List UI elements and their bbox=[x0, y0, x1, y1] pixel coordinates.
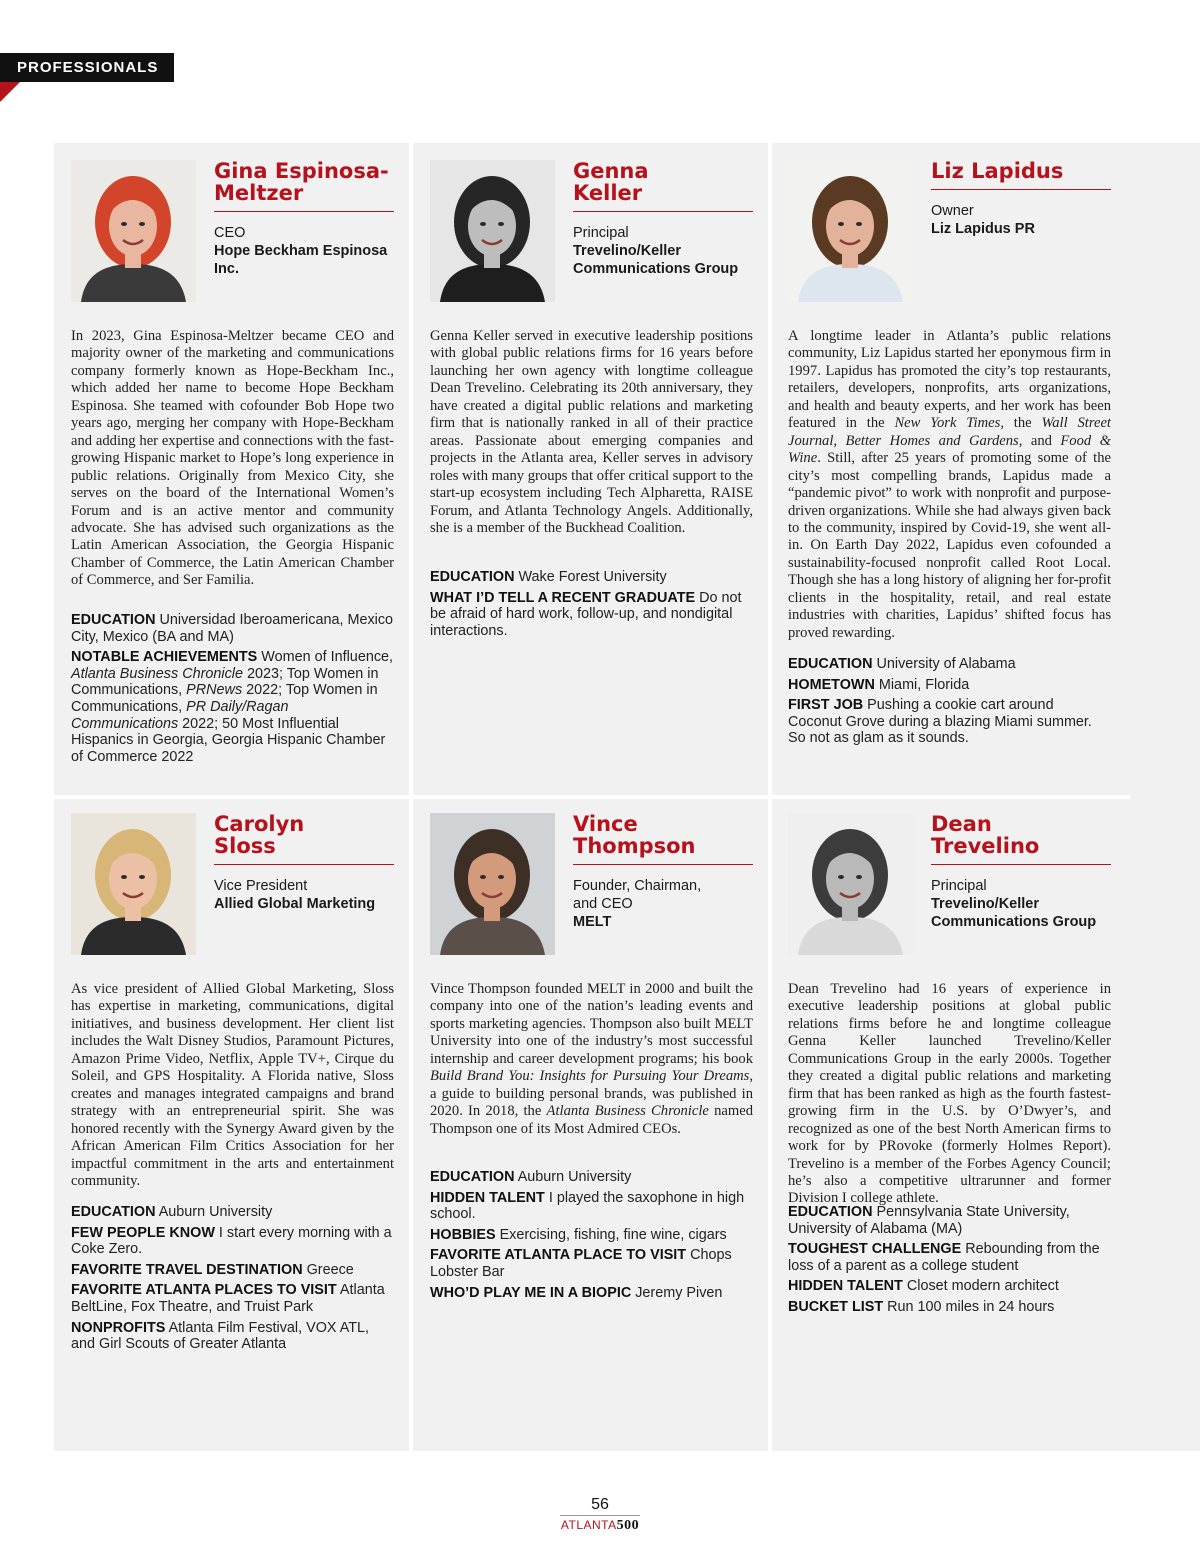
profile-fact bbox=[430, 590, 753, 640]
portrait-image bbox=[430, 813, 555, 955]
profile-title bbox=[931, 202, 1111, 220]
profile-facts bbox=[430, 1169, 753, 1305]
profile-fact bbox=[71, 1282, 394, 1315]
profile-name bbox=[931, 813, 1111, 865]
profile-name-line: Sloss bbox=[214, 834, 276, 858]
profile-photo bbox=[71, 160, 196, 302]
profile-fact bbox=[788, 1204, 1111, 1237]
profile-bio: A longtime leader in Atlanta’s public relations community, Liz Lapidus started her eponymous firm in 1997. Lapidus has promoted the city’s top restaurants, retailers, developers, nonprofits, arts organizations, and health and beauty experts, and her work has been featured in the New York Times, the Wall Street Journal, Better Homes and Gardens, and Food & Wine. Still, after 25 years of promoting some of the city’s most compelling brands, Lapidus made a “pandemic pivot” to work with nonprofit and purpose-driven organizations. While she had always given back to the community, inspired by Covid-19, she went all-in. On Earth Day 2022, Lapidus even cofounded a sustainability-focused nonprofit called Root Local. Though she has a long history of aligning her for-profit clients in the hospitality, retail, and real estate industries with charities, Lapidus’ shifted focus has proved rewarding. bbox=[788, 328, 1112, 641]
profile-name-line: Keller bbox=[573, 181, 643, 205]
fact-label: TOUGHEST CHALLENGE bbox=[788, 1241, 962, 1258]
fact-label: FIRST JOB bbox=[788, 697, 864, 714]
fact-value: I start every morning with a Coke Zero. bbox=[71, 1224, 392, 1258]
profile-fact bbox=[430, 1285, 753, 1302]
profile-title-line: Founder, Chairman, bbox=[573, 878, 702, 894]
fact-label: HOBBIES bbox=[430, 1226, 496, 1243]
fact-value: Universidad Iberoamericana, Mexico City, Mexico (BA and MA) bbox=[71, 612, 394, 645]
portrait-image bbox=[430, 160, 555, 302]
row-divider bbox=[54, 795, 1130, 799]
section-label: PROFESSIONALS bbox=[0, 53, 174, 82]
footer-brand bbox=[540, 1518, 660, 1534]
profile-company bbox=[214, 895, 394, 913]
portrait-image bbox=[71, 813, 196, 955]
profile-fact bbox=[71, 649, 394, 765]
profile-title-line: Vice President bbox=[214, 878, 308, 894]
fact-value: Miami, Florida bbox=[878, 676, 970, 693]
profile-company bbox=[573, 242, 753, 278]
profile-name bbox=[573, 160, 753, 212]
profile-fact bbox=[430, 1227, 753, 1244]
fact-value: Do not be afraid of hard work, follow-up, and nondigital interactions. bbox=[430, 589, 742, 639]
fact-label: EDUCATION bbox=[430, 569, 515, 585]
profile-company-line: Liz Lapidus PR bbox=[931, 221, 1035, 237]
profile-company-line: Inc. bbox=[214, 261, 239, 277]
profile-fact bbox=[430, 1247, 753, 1280]
footer-rule bbox=[560, 1515, 640, 1516]
fact-label: BUCKET LIST bbox=[788, 1298, 884, 1315]
profile-bio: Genna Keller served in executive leadership positions with global public relations firms for 16 years before launching her own agency with longtime colleague Dean Trevelino. Celebrating its 20th anniversary, they have created a digital public relations and marketing firm that is nationally ranked in all of their practice areas. Passionate about emerging companies and projects in the Atlanta area, Keller serves in advisory roles with many groups that offer critical support to the start-up ecosystem including Tech Alpharetta, RAISE Forum, and Atlanta Technology Angels. Additionally, she is a member of the Buckhead Coalition. bbox=[430, 328, 753, 536]
profile-fact bbox=[430, 569, 753, 586]
profile-company-line: Trevelino/Keller bbox=[573, 243, 681, 259]
profile-fact bbox=[430, 1169, 753, 1186]
profile-name-line: Vince bbox=[573, 812, 638, 836]
fact-label: HIDDEN TALENT bbox=[788, 1278, 903, 1295]
fact-value: Auburn University bbox=[517, 1169, 632, 1185]
fact-value: Run 100 miles in 24 hours bbox=[887, 1298, 1055, 1315]
footer-brand-name: ATLANTA bbox=[560, 1518, 617, 1532]
fact-label: EDUCATION bbox=[71, 1204, 156, 1220]
profile-fact bbox=[430, 1190, 753, 1223]
fact-label: FEW PEOPLE KNOW bbox=[71, 1224, 215, 1241]
fact-label: NONPROFITS bbox=[71, 1319, 166, 1336]
fact-label: EDUCATION bbox=[788, 656, 873, 672]
fact-value: Atlanta BeltLine, Fox Theatre, and Truist Park bbox=[71, 1282, 385, 1315]
fact-label: HOMETOWN bbox=[788, 676, 875, 693]
profile-title bbox=[214, 224, 394, 242]
profile-title-line: Principal bbox=[931, 878, 987, 894]
fact-value: Jeremy Piven bbox=[635, 1284, 723, 1301]
profile-name-line: Carolyn bbox=[214, 812, 305, 836]
profile-header bbox=[214, 813, 394, 913]
profile-name-line: Dean bbox=[931, 812, 992, 836]
fact-value: Auburn University bbox=[158, 1204, 273, 1220]
fact-value: Closet modern architect bbox=[906, 1278, 1059, 1295]
portrait-image bbox=[71, 160, 196, 302]
profile-header bbox=[573, 160, 753, 278]
profile-fact bbox=[71, 1225, 394, 1258]
profile-company-line: Trevelino/Keller bbox=[931, 896, 1039, 912]
profile-bio: Vince Thompson founded MELT in 2000 and built the company into one of the nation’s leading events and sports marketing agencies. Thompson also built MELT University into one of the industry’s most successful internship and career development programs; his book Build Brand You: Insights for Pursuing Your Dreams, a guide to building personal brands, was published in 2020. In 2018, the Atlanta Business Chronicle named Thompson one of its Most Admired CEOs. bbox=[430, 981, 753, 1137]
profile-name-line: Trevelino bbox=[931, 834, 1040, 858]
profile-bio: Dean Trevelino had 16 years of experience in executive leadership positions at global public relations firms before he and longtime colleague Genna Keller launched Trevelino/Keller Communications Group in the early 2000s. Together they created a digital public relations and marketing firm that has been ranked as high as the fourth fastest-growing firm in the U.S. by O’Dwyer’s, and recognized as one of the best North American firms to work for by PRovoke (formerly Holmes Report). Trevelino is a member of the Forbes Agency Council; he’s also a competitive ultrarunner and former Division I college athlete. bbox=[788, 981, 1111, 1207]
profile-name-line: Liz Lapidus bbox=[931, 159, 1064, 183]
section-tab-notch bbox=[0, 82, 20, 102]
profile-fact bbox=[788, 1241, 1111, 1274]
profile-company-line: Hope Beckham Espinosa bbox=[214, 243, 388, 259]
profile-photo bbox=[788, 160, 913, 302]
profile-header bbox=[214, 160, 394, 278]
fact-value: University of Alabama bbox=[876, 656, 1016, 672]
profile-facts bbox=[71, 612, 394, 769]
profile-photo bbox=[788, 813, 913, 955]
portrait-image bbox=[788, 813, 913, 955]
fact-value: I played the saxophone in high school. bbox=[430, 1189, 745, 1223]
profile-name bbox=[214, 160, 394, 212]
fact-value: Wake Forest University bbox=[518, 569, 667, 585]
profile-title-line: Principal bbox=[573, 225, 629, 241]
fact-label: HIDDEN TALENT bbox=[430, 1189, 545, 1206]
fact-label: EDUCATION bbox=[430, 1169, 515, 1185]
profile-title-line: Owner bbox=[931, 203, 974, 219]
fact-label: FAVORITE ATLANTA PLACES TO VISIT bbox=[71, 1282, 337, 1299]
fact-label: EDUCATION bbox=[788, 1204, 873, 1220]
fact-label: NOTABLE ACHIEVEMENTS bbox=[71, 649, 258, 666]
profile-fact bbox=[788, 697, 1111, 747]
profile-name-line: Gina Espinosa- bbox=[214, 159, 389, 183]
fact-value: Pennsylvania State University, University of Alabama (MA) bbox=[788, 1204, 1070, 1237]
profile-fact bbox=[71, 1320, 394, 1353]
profile-name bbox=[931, 160, 1111, 190]
profile-title bbox=[931, 877, 1111, 895]
profile-name bbox=[214, 813, 394, 865]
profile-photo bbox=[430, 813, 555, 955]
fact-label: EDUCATION bbox=[71, 612, 156, 628]
footer-brand-number: 500 bbox=[616, 1518, 640, 1533]
profile-company-line: Allied Global Marketing bbox=[214, 896, 376, 912]
fact-label: WHO’D PLAY ME IN A BIOPIC bbox=[430, 1284, 632, 1301]
profile-fact bbox=[71, 1262, 394, 1279]
fact-value: Women of Influence, Atlanta Business Chronicle 2023; Top Women in Communications, PRNews 2022; Top Women in Communications, PR Daily/Ragan Communications 2022; 50 Most Influential Hispanics in Georgia, Georgia Hispanic Chamber of Commerce 2022 bbox=[71, 649, 394, 765]
profile-fact bbox=[788, 677, 1111, 694]
profile-facts bbox=[788, 1204, 1111, 1320]
fact-value: Exercising, fishing, fine wine, cigars bbox=[499, 1226, 727, 1243]
profile-company bbox=[931, 895, 1111, 931]
fact-value: Atlanta Film Festival, VOX ATL, and Girl Scouts of Greater Atlanta bbox=[71, 1319, 370, 1353]
profile-title bbox=[573, 224, 753, 242]
fact-value: Greece bbox=[306, 1261, 354, 1278]
profile-header bbox=[573, 813, 753, 931]
profile-company-line: Communications Group bbox=[931, 914, 1097, 930]
profile-bio: As vice president of Allied Global Marketing, Sloss has expertise in marketing, communications, digital initiatives, and business development. Her client list includes the Walt Disney Studios, Paramount Pictures, Amazon Prime Video, Netflix, Apple TV+, Cirque du Soleil, and GPS Hospitality. A Florida native, Sloss creates and manages integrated campaigns and brand strategy with an entrepreneurial spirit. She was honored recently with the Synergy Award given by the African American Film Critics Association for her impactful commitment in the arts and entertainment community. bbox=[71, 981, 394, 1189]
profile-company bbox=[573, 913, 753, 931]
profile-bio: In 2023, Gina Espinosa-Meltzer became CEO and majority owner of the marketing and communications company formerly known as Hope-Beckham Inc., which added her name to become Hope Beckham Espinosa. She teamed with cofounder Bob Hope two years ago, merging her company with Hope-Beckham and adding her expertise and connections with the fast-growing Hispanic market to Hope’s long experience in public relations. Originally from Mexico City, she serves on the board of the International Women’s Forum and is an active mentor and community advocate. She has advised such organizations as the Latin American Association, the Georgia Hispanic Chamber of Commerce, the Latin American Chamber of Commerce, and Ser Familia. bbox=[71, 328, 394, 589]
profile-fact bbox=[71, 1204, 394, 1221]
profile-company bbox=[931, 220, 1111, 238]
profile-facts bbox=[430, 569, 753, 643]
fact-value: Chops Lobster Bar bbox=[430, 1247, 732, 1280]
profile-name-line: Meltzer bbox=[214, 181, 304, 205]
portrait-image bbox=[788, 160, 913, 302]
profile-fact bbox=[788, 1299, 1111, 1316]
profile-company-line: Communications Group bbox=[573, 261, 739, 277]
profile-name-line: Genna bbox=[573, 159, 649, 183]
profile-title bbox=[214, 877, 394, 895]
profile-facts bbox=[71, 1204, 394, 1357]
profile-photo bbox=[71, 813, 196, 955]
fact-value: Pushing a cookie cart around Coconut Grove during a blazing Miami summer. So not as glam as it sounds. bbox=[788, 697, 1092, 747]
profile-name bbox=[573, 813, 753, 865]
profile-photo bbox=[430, 160, 555, 302]
profile-title-line: CEO bbox=[214, 225, 246, 241]
profile-header bbox=[931, 813, 1111, 931]
profile-fact bbox=[788, 1278, 1111, 1295]
fact-label: WHAT I’D TELL A RECENT GRADUATE bbox=[430, 589, 696, 606]
profile-title-line: and CEO bbox=[573, 896, 633, 912]
fact-label: FAVORITE TRAVEL DESTINATION bbox=[71, 1261, 303, 1278]
profile-name-line: Thompson bbox=[573, 834, 696, 858]
profile-header bbox=[931, 160, 1111, 238]
page-number: 56 bbox=[591, 1496, 609, 1513]
profile-company-line: MELT bbox=[573, 914, 612, 930]
fact-value: Rebounding from the loss of a parent as a college student bbox=[788, 1241, 1100, 1274]
profile-facts bbox=[788, 656, 1111, 751]
fact-label: FAVORITE ATLANTA PLACE TO VISIT bbox=[430, 1247, 687, 1264]
profile-fact bbox=[788, 656, 1111, 673]
profile-company bbox=[214, 242, 394, 278]
profile-fact bbox=[71, 612, 394, 645]
profile-title bbox=[573, 877, 753, 913]
